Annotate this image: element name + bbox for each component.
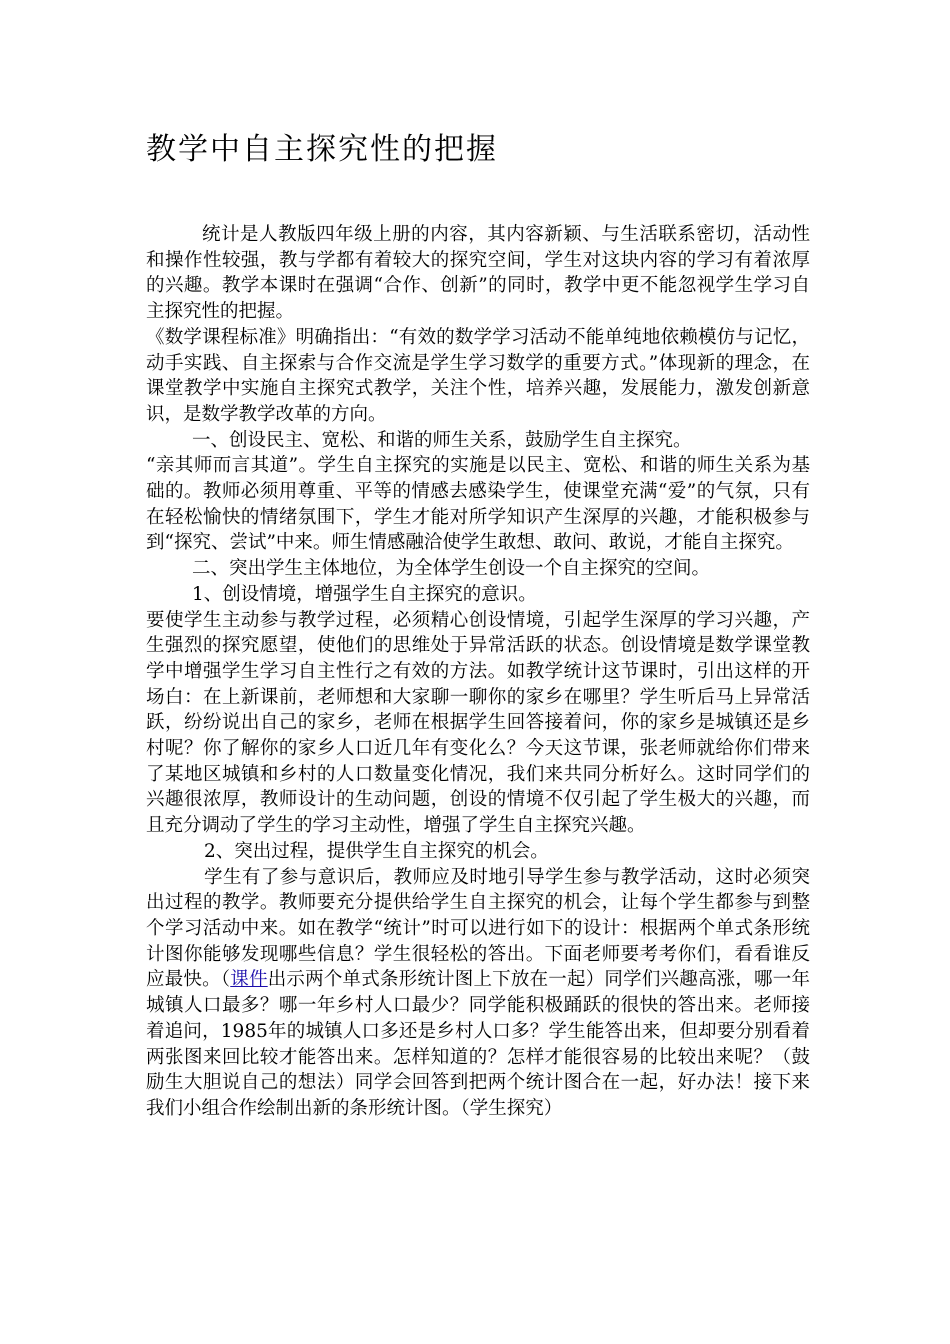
- section-heading-1: 一、创设民主、宽松、和谐的师生关系，鼓励学生自主探究。: [192, 429, 692, 451]
- paragraph-highlight-process-part1: 学生有了参与意识后，教师应及时地引导学生参与教学活动，这时必须突出过程的教学。教师要充分提供给学生自主探究的机会，让每个学生都参与到整个学习活动中来。如在教学“统计”时可以进行如下的设计：根据两个单式条形统计图你能够发现哪些信息？学生很轻松的答出。下面老师要考考你们，看看谁反应最快。（: [146, 866, 810, 991]
- paragraph-intro: 统计是人教版四年级上册的内容，其内容新颖、与生活联系密切，活动性和操作性较强，教与学都有着较大的探究空间，学生对这块内容的学习有着浓厚的兴趣。教学本课时在强调“合作、创新”的同时，教学中更不能忽视学生学习自主探究性的把握。: [146, 224, 810, 323]
- paragraph-curriculum-standard: 《数学课程标准》明确指出：“有效的数学学习活动不能单纯地依赖模仿与记忆，动手实践、自主探索与合作交流是学生学习数学的重要方式。”体现新的理念，在课堂教学中实施自主探究式教学，关注个性，培养兴趣，发展能力，激发创新意识，是数学教学改革的方向。: [146, 326, 810, 425]
- page-title: 教学中自主探究性的把握: [146, 132, 498, 167]
- paragraph-highlight-process-part2: 出示两个单式条形统计图上下放在一起）同学们兴趣高涨，哪一年城镇人口最多？哪一年乡村人口最少？同学能积极踊跃的很快的答出来。老师接着追问，1985年的城镇人口多还是乡村人口多？学生能答出来，但却要分别看着两张图来回比较才能答出来。怎样知道的？怎样才能很容易的比较出来呢？（鼓励生大胆说自己的想法）同学会回答到把两个统计图合在一起，好办法！接下来我们小组合作绘制出新的条形统计图。（学生探究）: [146, 969, 810, 1119]
- courseware-link[interactable]: 课件: [230, 969, 268, 991]
- subsection-heading-2-1: 1、创设情境，增强学生自主探究的意识。: [192, 583, 537, 605]
- document-body: [146, 222, 810, 1122]
- subsection-heading-2-2: 2、突出过程，提供学生自主探究的机会。: [204, 840, 549, 862]
- paragraph-create-situation: 要使学生主动参与教学过程，必须精心创设情境，引起学生深厚的学习兴趣，产生强烈的探究愿望，使他们的思维处于异常活跃的状态。创设情境是数学课堂教学中增强学生学习自主性行之有效的方法。如教学统计这节课时，引出这样的开场白：在上新课前，老师想和大家聊一聊你的家乡在哪里？学生听后马上异常活跃，纷纷说出自己的家乡，老师在根据学生回答接着问，你的家乡是城镇还是乡村呢？你了解你的家乡人口近几年有变化么？今天这节课，张老师就给你们带来了某地区城镇和乡村的人口数量变化情况，我们来共同分析好么。这时同学们的兴趣很浓厚，教师设计的生动问题，创设的情境不仅引起了学生极大的兴趣，而且充分调动了学生的学习主动性，增强了学生自主探究兴趣。: [146, 609, 810, 837]
- paragraph-teacher-student-relationship: “亲其师而言其道”。学生自主探究的实施是以民主、宽松、和谐的师生关系为基础的。教师必须用尊重、平等的情感去感染学生，使课堂充满“爱”的气氛，只有在轻松愉快的情绪氛围下，学生才能对所学知识产生深厚的兴趣，才能积极参与到“探究、尝试”中来。师生情感融洽使学生敢想、敢问、敢说，才能自主探究。: [146, 455, 810, 554]
- section-heading-2: 二、突出学生主体地位，为全体学生创设一个自主探究的空间。: [192, 558, 711, 580]
- paragraph-highlight-process: [146, 865, 810, 1122]
